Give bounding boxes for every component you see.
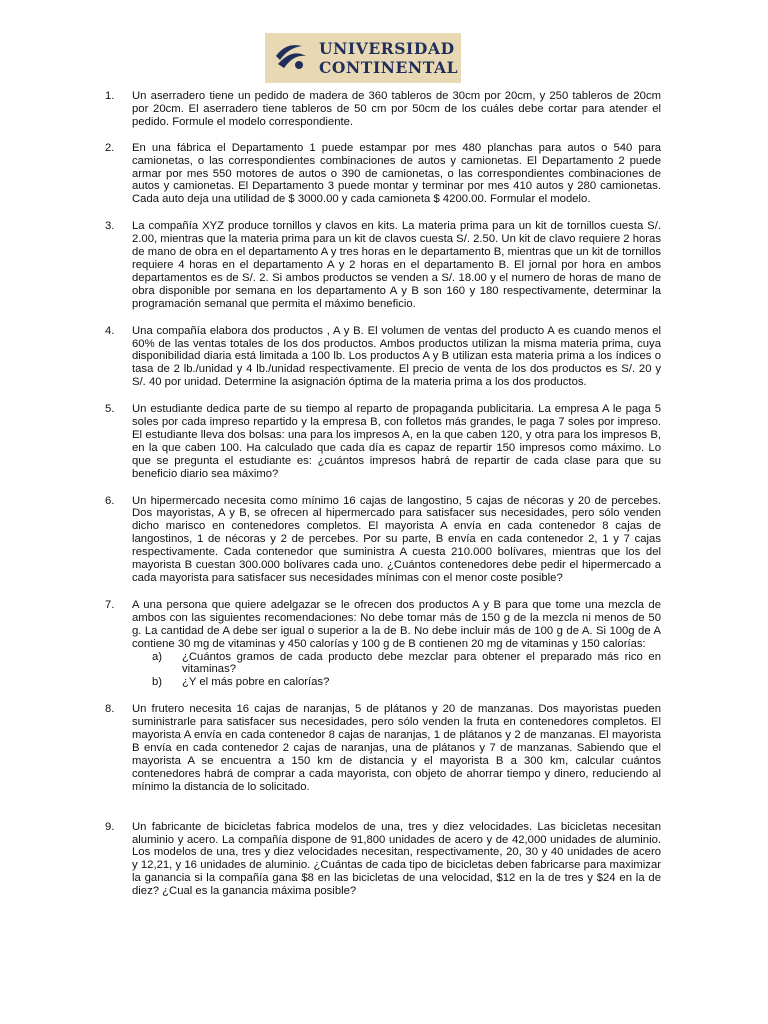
subitem-list xyxy=(132,651,661,690)
problem-text: La compañía XYZ produce tornillos y clavos en kits. La materia prima para un kit de tornillos cuesta S/. 2.00, mientras que la materia prima para un kit de clavos cuesta S/. 2.50. Un kit de clavo requiere 2 horas de mano de obra en el departamento A y tres horas en le departamento B, mientras que un kit de tornillos requiere 4 horas en el departamento A y 2 horas en el departamento B. El jornal por hora en ambos departamentos es de S/. 2. Si ambos productos se venden a S/. 18.00 y el numero de horas de mano de obra disponible por semana en los departamento A y B son 160 y 180 respectivamente, determinar la programación semanal que permita el máximo beneficio. xyxy=(132,220,661,310)
problem-item xyxy=(105,142,661,207)
problem-item xyxy=(105,90,661,129)
problem-number: 5. xyxy=(105,403,115,416)
problem-number: 2. xyxy=(105,141,115,154)
subitem xyxy=(152,676,661,689)
problem-number: 9. xyxy=(105,820,115,833)
problem-body xyxy=(132,599,661,689)
problem-number: 3. xyxy=(105,220,115,233)
problem-text: Un aserradero tiene un pedido de madera de 360 tableros de 30cm por 20cm, y 250 tableros de 20cm por 20cm. El aserradero tiene tableros de 50 cm por 50cm de los cuáles debe cortar para atender el pedido. Formule el modelo correspondiente. xyxy=(132,90,661,128)
subitem-letter: b) xyxy=(152,676,163,689)
subitem-letter: a) xyxy=(152,650,163,663)
problem-item xyxy=(105,495,661,585)
problem-text: En una fábrica el Departamento 1 puede estampar por mes 480 planchas para autos o 540 para camionetas, o las correspondientes combinaciones de autos y camionetas. El Departamento 2 puede armar por mes 550 motores de autos o 390 de camionetas, o las correspondientes combinaciones de autos y camionetas. El Departamento 3 puede montar y terminar por mes 410 autos y 280 camionetas. Cada auto deja una utilidad de $ 3000.00 y cada camioneta $ 4200.00. Formular el modelo. xyxy=(132,141,661,206)
subitem-text: ¿Y el más pobre en calorías? xyxy=(182,676,330,689)
university-logo xyxy=(265,33,461,83)
logo-text xyxy=(319,41,458,75)
problem-list xyxy=(105,90,661,898)
problem-text: Un hipermercado necesita como mínimo 16 cajas de langostino, 5 cajas de nécoras y 20 de percebes. Dos mayoristas, A y B, se ofrecen al hipermercado para satisfacer sus necesidades, pero sólo venden dicho marisco en contenedores completos. El mayorista A envía en cada contenedor 8 cajas de langostinos, 1 de nécoras y 2 de percebes. Por su parte, B envía en cada contenedor 2, 1 y 7 cajas respectivamente. Cada contenedor que suministra A cuesta 210.000 bolívares, mientras que los del mayorista B cuestan 300.000 bolívares cada uno. ¿Cuántos contenedores debe pedir el hipermercado a cada mayorista para satisfacer sus necesidades mínimas con el menor coste posible? xyxy=(132,494,661,584)
problem-item xyxy=(105,599,661,689)
problem-number: 4. xyxy=(105,324,115,337)
problem-item xyxy=(105,821,661,898)
university-emblem-icon xyxy=(265,33,319,83)
problem-number: 1. xyxy=(105,90,115,102)
problem-number: 7. xyxy=(105,598,115,611)
problem-number: 6. xyxy=(105,494,115,507)
logo-line-1: UNIVERSIDAD xyxy=(319,39,455,58)
problem-text: Una compañía elabora dos productos , A y B. El volumen de ventas del producto A es cuando menos el 60% de las ventas totales de los dos productos. Ambos productos utilizan la misma materia prima, cuya disponibilidad diaria está limitada a 100 lb. Los productos A y B utilizan esta materia prima a los índices o tasa de 2 lb./unidad y 4 lb./unidad respectivamente. El precio de venta de los dos productos es S/. 20 y S/. 40 por unidad. Determine la asignación óptima de la materia prima a los dos productos. xyxy=(132,324,661,389)
subitem-text: ¿Cuántos gramos de cada producto debe mezclar para obtener el preparado más rico en vitaminas? xyxy=(182,650,661,676)
logo-line-2: CONTINENTAL xyxy=(319,57,459,77)
problem-text: A una persona que quiere adelgazar se le ofrecen dos productos A y B para que tome una mezcla de ambos con las siguientes recomendaciones: No debe tomar más de 150 g de la mezcla ni menos de 50 g. La cantidad de A debe ser igual o superior a la de B. No debe incluir más de 100 g de A. Si 100g de A contiene 30 mg de vitaminas y 450 calorías y 100 g de B contienen 20 mg de vitaminas y 150 calorías: xyxy=(132,598,661,650)
problem-item xyxy=(105,703,661,793)
problem-text: Un fabricante de bicicletas fabrica modelos de una, tres y diez velocidades. Las bicicletas necesitan aluminio y acero. La compañía dispone de 91,800 unidades de acero y de 42,000 unidades de aluminio. Los modelos de una, tres y diez velocidades necesitan, respectivamente, 20, 30 y 40 unidades de acero y 12,21, y 16 unidades de aluminio. ¿Cuántas de cada tipo de bicicletas deben fabricarse para maximizar la ganancia si la compañía gana $8 en las bicicletas de una velocidad, $12 en la de tres y $24 en la de diez? ¿Cual es la ganancia máxima posible? xyxy=(132,820,661,898)
problem-item xyxy=(105,220,661,310)
problem-item xyxy=(105,325,661,390)
problem-item xyxy=(105,403,661,480)
problem-number: 8. xyxy=(105,703,115,716)
problem-text: Un frutero necesita 16 cajas de naranjas, 5 de plátanos y 20 de manzanas. Dos mayoristas pueden suministrarle para satisfacer sus necesidades, pero sólo venden la fruta en contenedores completos. El mayorista A envía en cada contenedor 8 cajas de naranjas, 1 de plátanos y 2 de manzanas. El mayorista B envía en cada contenedor 2 cajas de naranjas, una de plátanos y 7 de manzanas. Sabiendo que el mayorista A se encuentra a 150 km de distancia y el mayorista B a 300 km, calcular cuántos contenedores habrá de comprar a cada mayorista, con objeto de ahorrar tiempo y dinero, reduciendo al mínimo la distancia de lo solicitado. xyxy=(132,703,661,793)
subitem xyxy=(152,651,661,677)
problem-text: Un estudiante dedica parte de su tiempo al reparto de propaganda publicitaria. La empresa A le paga 5 soles por cada impreso repartido y la empresa B, con folletos más grandes, le paga 7 soles por impreso. El estudiante lleva dos bolsas: una para los impresos A, en la que caben 120, y otra para los impresos B, en la que caben 100. Ha calculado que cada día es capaz de repartir 150 impresos como máximo. Lo que se pregunta el estudiante es: ¿cuántos impresos habrá de repartir de cada clase para que su beneficio diario sea máximo? xyxy=(132,403,661,480)
